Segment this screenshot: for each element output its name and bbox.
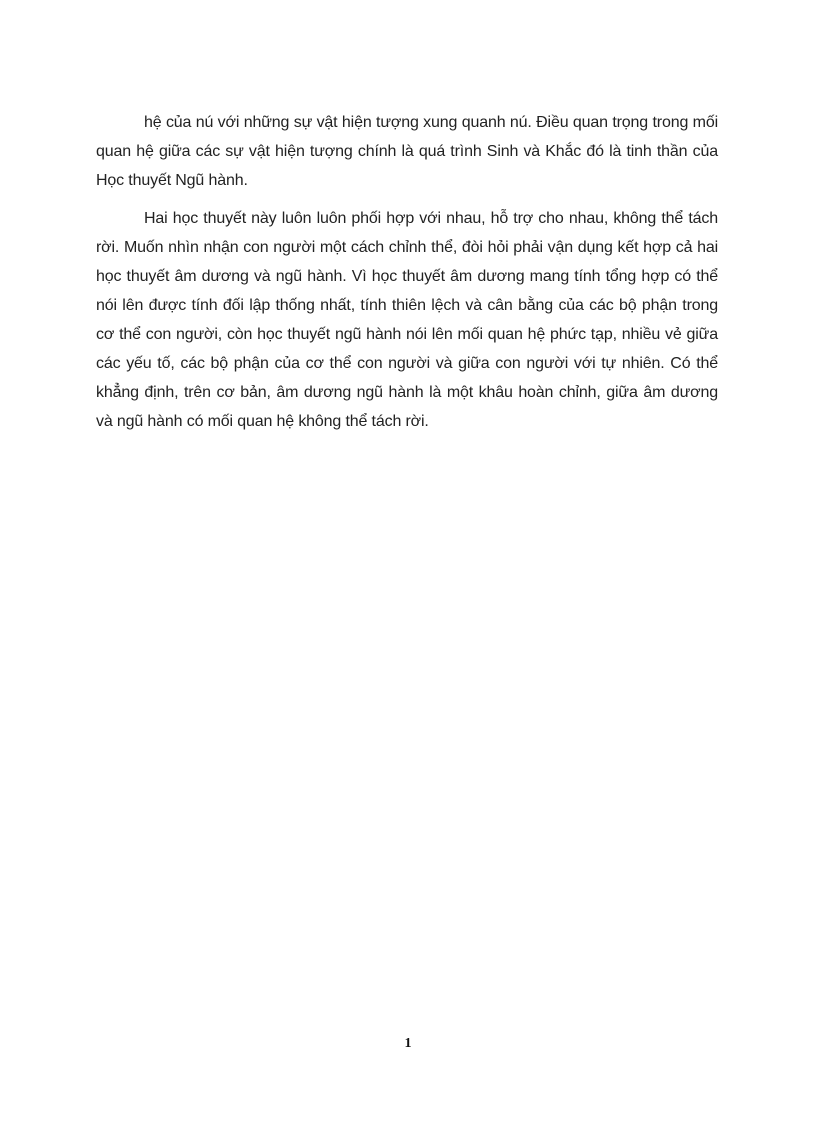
paragraph-yin-yang-five-elements: Hai học thuyết này luôn luôn phối hợp với nhau, hỗ trợ cho nhau, không thể tách rời. Muốn nhìn nhận con người một cách chỉnh thể, đòi hỏi phải vận dụng kết hợp cả hai học thuyết âm dương và ngũ hành. Vì học thuyết âm dương mang tính tổng hợp có thể nói lên được tính đối lập thống nhất, tính thiên lệch và cân bằng của các bộ phận trong cơ thể con người, còn học thuyết ngũ hành nói lên mối quan hệ phức tạp, nhiều vẻ giữa các yếu tố, các bộ phận của cơ thể con người và giữa con người với tự nhiên. Có thể khẳng định, trên cơ bản, âm dương ngũ hành là một khâu hoàn chỉnh, giữa âm dương và ngũ hành có mối quan hệ không thể tách rời. — [96, 210, 718, 430]
paragraph-continuation: hệ của nú với những sự vật hiện tượng xung quanh nú. Điều quan trọng trong mối quan hệ giữa các sự vật hiện tượng chính là quá trình Sinh và Khắc đó là tinh thần của Học thuyết Ngũ hành. — [96, 114, 718, 189]
body-text — [96, 108, 718, 436]
page-number: 1 — [404, 1036, 412, 1051]
